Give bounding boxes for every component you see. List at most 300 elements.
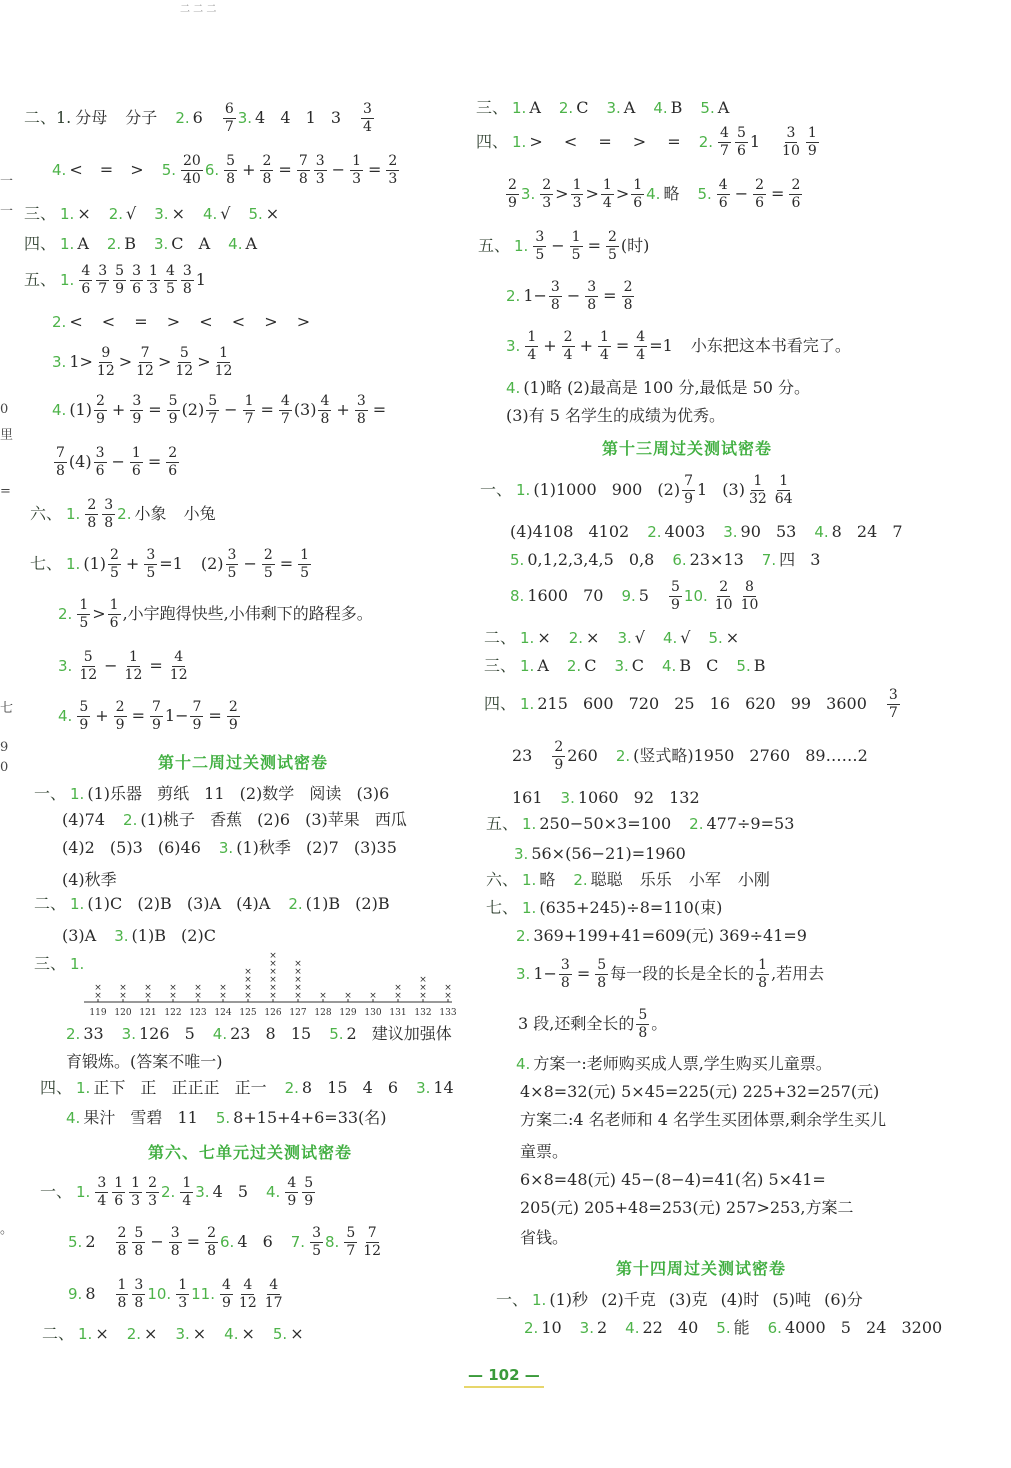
item-number: 3. [560,788,575,807]
plot-mark: × [119,991,127,1001]
answer-line [514,846,686,862]
fraction: $\frac{4}{6}$ [81,263,91,297]
answer-text: (4)74 [62,810,106,829]
section-label: 七、 [30,554,63,574]
fraction: $\frac{5}{9}$ [79,699,89,733]
section-label: 二、 [34,894,67,913]
item-number: 4. [506,378,521,397]
answer-text: 4000 5 24 3200 [784,1318,943,1337]
fraction: $\frac{2}{6}$ [791,177,801,211]
answer-text: 14 [433,1078,454,1097]
item-number: 4. [212,1024,228,1043]
answer-text: 育锻炼。(答案不唯一) [66,1052,223,1071]
fraction: $\frac{2}{8}$ [207,1225,216,1259]
answer-text: 56×(56−21)=1960 [531,844,686,863]
fraction: $\frac{1}{6}$ [109,597,119,631]
answer-text: C A [171,234,211,253]
item-number: 3. [579,1318,594,1337]
answer-text: (4)4108 4102 [510,522,630,541]
item-number: 2. [689,814,704,833]
fraction: $\frac{1}{3}$ [572,177,582,211]
answer-text: (1)1000 900 (2) [533,480,681,500]
fraction: $\frac{7}{8}$ [298,153,308,187]
item-number: 11. [191,1284,215,1303]
item-number: 8. [325,1232,340,1251]
fraction: $\frac{6}{7}$ [224,101,234,135]
item-number: 2. [524,1318,539,1337]
fraction: $\frac{1}{6}$ [114,1175,124,1209]
plot-mark: × [169,991,177,1001]
fraction: $\frac{3}{5}$ [312,1225,321,1259]
answer-text: 每一段的长是全长的 [610,964,755,984]
answer-text: × [171,204,185,223]
tick-label: 133 [439,1008,457,1018]
answer-line [58,650,192,682]
answer-line [486,872,770,888]
item-number: 5. [736,656,751,675]
section-heading: 第六、七单元过关测试密卷 [148,1143,353,1162]
item-number: 3. [723,522,738,541]
answer-text: 正下 正 正正正 正一 [93,1078,267,1097]
item-number: 6. [672,550,687,569]
operator: − [331,160,346,180]
answer-line [66,1026,452,1042]
fraction: $\frac{2}{5}$ [607,229,617,263]
fraction: $\frac{5}{8}$ [134,1225,144,1259]
page-number: — 102 — [464,1366,544,1388]
item-number: 5. [329,1024,344,1043]
fraction: $\frac{5}{8}$ [597,957,607,991]
answer-line [496,1292,863,1308]
answer-text: √ [220,204,231,223]
operator: + [543,336,557,356]
fraction: $\frac{2}{8}$ [623,279,633,313]
answer-text: C [584,656,597,675]
answer-text: 2 [596,1318,608,1337]
answer-line [52,394,389,426]
item-number: 1. [532,1290,547,1309]
answer-line [516,1056,832,1072]
fraction: $\frac{1}{4}$ [602,177,612,211]
answer-text: 童票。 [520,1142,569,1161]
item-number: 1. [66,504,81,523]
tick-label: 122 [164,1008,182,1018]
plot-mark: × [419,983,427,993]
operator: − [104,656,118,676]
item-number: 1. [60,204,75,223]
tick-label: 129 [339,1008,357,1018]
answer-line [484,630,757,646]
answer-text: 23×13 [689,550,744,569]
section-label: 四、 [484,694,517,714]
answer-line [512,740,868,772]
answer-text: ,小宇跑得快些,小伟剩下的路程多。 [122,604,373,624]
answer-text: × [241,1324,255,1343]
operator: > [197,352,211,372]
item-number: 1. [60,270,75,289]
fraction: $\frac{1}{64}$ [774,473,793,507]
section-label: 一、 [496,1290,529,1309]
plot-mark: × [94,991,102,1001]
answer-text: (4)2 (5)3 (6)46 [62,838,201,857]
answer-text: 6×8=48(元) 45−(8−4)=41(名) 5×41= [520,1170,826,1189]
fraction: $\frac{2}{9}$ [95,393,105,427]
answer-text: 4×8=32(元) 5×45=225(元) 225+32=257(元) [520,1082,880,1101]
plot-mark: × [269,959,277,969]
item-number: 3. [237,108,253,127]
fraction: $\frac{4}{12}$ [238,1277,257,1311]
fraction: $\frac{3}{7}$ [98,263,108,297]
tick-label: 124 [214,1008,232,1018]
answer-text: (1) [83,554,106,574]
answer-text: 8 [85,1284,96,1304]
plot-mark: × [269,975,277,985]
answer-line [516,958,824,990]
item-number: 4. [625,1318,640,1337]
answer-text: 0,1,2,3,4,5 0,8 [527,550,655,569]
item-number: 1. [60,234,75,253]
plot-mark: × [244,975,252,985]
fraction: $\frac{1}{7}$ [244,393,254,427]
answer-line [42,1326,322,1342]
fraction: $\frac{2}{8}$ [262,153,272,187]
item-number: 2. [698,132,714,151]
answer-text: (1)秒 (2)千克 (3)克 (4)时 (5)吨 (6)分 [549,1290,863,1309]
answer-text: 90 53 [740,522,797,541]
fraction: $\frac{9}{12}$ [96,345,115,379]
answer-text: 260 [567,746,598,766]
answer-text: 4 4 1 3 [255,108,342,128]
operator: > [118,352,133,372]
section-label: 三、 [24,204,57,223]
item-number: 7. [761,550,777,569]
fraction: $\frac{3}{6}$ [132,263,142,297]
answer-text: (1)略 (2)最高是 100 分,最低是 50 分。 [523,378,811,397]
answer-text: 10 [541,1318,562,1337]
answer-text: C [631,656,645,675]
plot-mark: × [144,991,152,1001]
tick-label: 123 [189,1008,207,1018]
fraction: $\frac{2}{4}$ [563,329,573,363]
fraction: $\frac{2}{8}$ [87,497,97,531]
fraction: $\frac{1}{8}$ [758,957,768,991]
fraction: $\frac{3}{4}$ [363,101,372,135]
plot-mark: × [444,983,452,993]
item-number: 1. [516,480,531,499]
operator: > [585,184,599,204]
fraction: $\frac{1}{12}$ [214,345,233,379]
item-number: 2. [126,1324,142,1343]
item-number: 3. [195,1182,210,1201]
answer-text: =1 [649,336,673,356]
fraction: $\frac{1}{32}$ [748,473,767,507]
answer-text: 126 5 [138,1024,195,1043]
operator: + [125,554,140,574]
plot-mark: × [169,983,177,993]
item-number: 10. [147,1284,172,1303]
answer-text: 略 [663,184,680,204]
fraction: $\frac{5}{8}$ [226,153,236,187]
tick-label: 119 [89,1008,107,1018]
plot-mark: × [219,983,227,993]
fraction: $\frac{7}{9}$ [151,699,161,733]
fraction: $\frac{5}{9}$ [168,393,178,427]
top-margin-mark: 二 二 二 [180,4,217,15]
tick-label: 128 [314,1008,332,1018]
tick-label: 125 [239,1008,257,1018]
item-number: 5. [708,628,723,647]
answer-text: (2) [200,554,224,574]
tick-label: 121 [139,1008,157,1018]
operator: = [131,706,145,726]
item-number: 5. [697,184,712,203]
answer-text: ,若用去 [771,964,825,984]
section-label: 一、 [480,480,513,500]
section-heading: 第十四周过关测试密卷 [616,1259,787,1278]
item-number: 4. [224,1324,239,1343]
section-label: 二、 [484,628,517,647]
answer-text: 6 [192,108,203,128]
fraction: $\frac{2}{6}$ [755,177,765,211]
section-label: 四、 [24,234,57,253]
answer-text: 分子 [125,108,158,128]
answer-line [520,1144,568,1160]
item-number: 2. [558,98,574,117]
plot-mark: × [344,991,352,1001]
fraction: $\frac{1}{6}$ [131,445,141,479]
fraction: $\frac{5}{6}$ [736,125,746,159]
operator: + [579,336,593,356]
answer-text: 1− [523,286,547,306]
item-number: 2. [58,604,73,623]
answer-text: √ [680,628,691,647]
answer-text: 22 40 [642,1318,699,1337]
item-number: 4. [266,1182,281,1201]
plot-mark: × [394,991,402,1001]
operator: > [157,352,172,372]
item-number: 1. [66,554,81,573]
item-number: 2. [566,656,582,675]
fraction: $\frac{2}{6}$ [168,445,178,479]
answer-text: (4) [68,452,92,472]
answer-text: < = > [69,160,144,180]
item-number: 4. [52,400,67,419]
fraction: $\frac{7}{8}$ [56,445,65,479]
answer-text: 1 (3) [697,480,745,500]
answer-line [68,1278,287,1310]
item-number: 2. [516,926,531,945]
item-number: 5. [510,550,525,569]
plot-mark: × [419,991,427,1001]
fraction: $\frac{4}{9}$ [287,1175,297,1209]
margin-fragment: 9 [0,740,9,755]
item-number: 1. [522,814,537,833]
answer-line [62,872,117,888]
answer-line [34,786,389,802]
section-label: 六、 [486,870,519,889]
plot-mark: × [294,991,302,1001]
answer-text: 1− [164,706,189,726]
item-number: 2. [66,1024,81,1043]
answer-text: 8+15+4+6=33(名) [233,1108,387,1127]
fraction: $\frac{1}{5}$ [571,229,581,263]
answer-text: B [124,234,136,253]
answer-line [504,178,804,210]
answer-line [52,446,181,478]
fraction: $\frac{2}{3}$ [542,177,552,211]
operator: = [147,452,162,472]
item-number: 1. [522,870,537,889]
answer-text: × [537,628,551,647]
answer-line [58,700,242,732]
fraction: $\frac{3}{10}$ [782,125,800,159]
answer-text: (3)A [62,926,97,945]
answer-text: A [245,234,258,253]
answer-text: 分母 [75,108,108,128]
answer-line [480,474,797,506]
operator: = [278,160,292,180]
item-number: 4. [662,628,678,647]
item-number: 4. [646,184,661,203]
operator: = [260,400,274,420]
fraction: $\frac{5}{7}$ [208,393,218,427]
answer-text: 33 [83,1024,104,1043]
answer-text: 215 600 720 25 16 620 99 3600 [537,694,867,714]
answer-text: 4003 [664,522,706,541]
plot-mark: × [294,959,302,969]
fraction: $\frac{3}{8}$ [356,393,366,427]
item-number: 1. [76,1078,91,1097]
plot-mark: × [319,991,327,1001]
answer-text: 方案二:4 名老师和 4 名学生买团体票,剩余学生买儿 [520,1110,887,1129]
answer-text: 5 [638,586,649,606]
plot-mark: × [294,967,302,977]
answer-text: 聪聪 乐乐 小军 小刚 [590,870,770,889]
answer-text: 1> [69,352,93,372]
answer-text: 161 [512,788,543,807]
fraction: $\frac{2}{10}$ [714,579,733,613]
answer-line [476,100,747,116]
item-number: 3. [514,844,529,863]
fraction: $\frac{3}{8}$ [560,957,570,991]
fraction: $\frac{5}{9}$ [304,1175,314,1209]
item-number: 3. [506,336,521,355]
tick-label: 130 [364,1008,382,1018]
margin-fragment: 0 [0,760,9,775]
answer-text: A [623,98,636,117]
answer-line [62,928,216,944]
answer-text: 略 [539,870,556,889]
section-label: 六、 [30,504,63,524]
answer-text: × [290,1324,304,1343]
fraction: $\frac{3}{8}$ [182,263,192,297]
section-label: 三、 [34,954,67,973]
fraction: $\frac{8}{10}$ [740,579,759,613]
answer-line [520,1112,886,1128]
fraction: $\frac{2}{9}$ [508,177,517,211]
fraction: $\frac{3}{9}$ [132,393,142,427]
fraction: $\frac{3}{7}$ [888,687,898,721]
answer-line [520,1230,568,1246]
fraction: $\frac{1}{4}$ [527,329,537,363]
fraction: $\frac{2}{9}$ [115,699,125,733]
operator: > [615,184,630,204]
plot-mark: × [369,991,377,1001]
item-number: 4. [52,160,67,179]
answer-text: C [576,98,589,117]
answer-line [40,1080,454,1096]
margin-fragment: = [0,484,11,499]
item-number: 4. [653,98,668,117]
item-number: 5. [161,160,177,179]
answer-line [30,548,313,580]
answer-line [520,1200,854,1216]
operator: = [208,706,222,726]
fraction: $\frac{2}{9}$ [228,699,238,733]
fraction: $\frac{7}{9}$ [684,473,694,507]
answer-line [68,1226,385,1258]
answer-text: (1)C (2)B (3)A (4)A [87,894,271,913]
answer-line [66,1054,223,1070]
plot-mark: × [269,951,277,961]
item-number: 2. [52,312,67,331]
tick-label: 131 [389,1008,407,1018]
fraction: $\frac{4}{17}$ [264,1277,283,1311]
item-number: 1. [520,628,535,647]
answer-text: (1)B (2)C [131,926,216,945]
answer-text: (3) [293,400,317,420]
answer-text: × [192,1324,207,1343]
fraction: $\frac{3}{8}$ [587,279,597,313]
answer-text: × [77,204,91,223]
answer-line [34,896,390,912]
answer-line [52,346,236,378]
answer-text: (4)秋季 [62,870,117,889]
fraction: $\frac{3}{6}$ [95,445,105,479]
answer-text: 2 [85,1232,96,1252]
plot-mark: × [294,975,302,985]
item-number: 2. [288,894,303,913]
section-label: 五、 [486,814,519,833]
answer-text: 8 24 7 [831,522,903,541]
answer-text: < < = > < < > > [69,312,311,331]
item-number: 4. [58,706,73,725]
answer-text: 205(元) 205+48=253(元) 257>253,方案二 [520,1198,854,1217]
answer-text: > < = > = [529,132,681,152]
answer-text: (2) [181,400,205,420]
fraction: $\frac{2}{3}$ [388,153,398,187]
answer-text: 250−50×3=100 [539,814,672,833]
item-number: 3. [516,964,531,983]
fraction: $\frac{1}{12}$ [124,649,143,683]
answer-text: (635+245)÷8=110(束) [539,898,723,917]
fraction: $\frac{2}{8}$ [117,1225,127,1259]
item-number: 1. [70,954,85,973]
section-label: 二、1. [24,108,72,128]
item-number: 1. [512,98,527,117]
section-label: 五、 [24,270,57,290]
answer-line [476,126,821,158]
item-number: 3. [153,234,169,253]
section-label: 一、 [34,784,67,803]
answer-text: 果汁 雪碧 11 [83,1108,198,1127]
fraction: $\frac{5}{9}$ [115,263,125,297]
fraction: $\frac{2}{9}$ [554,739,564,773]
margin-fragment: 七 [0,701,14,716]
answer-line [66,1110,387,1126]
answer-line [510,552,820,568]
answer-text: (1)乐器 剪纸 11 (2)数学 阅读 (3)6 [87,784,390,803]
